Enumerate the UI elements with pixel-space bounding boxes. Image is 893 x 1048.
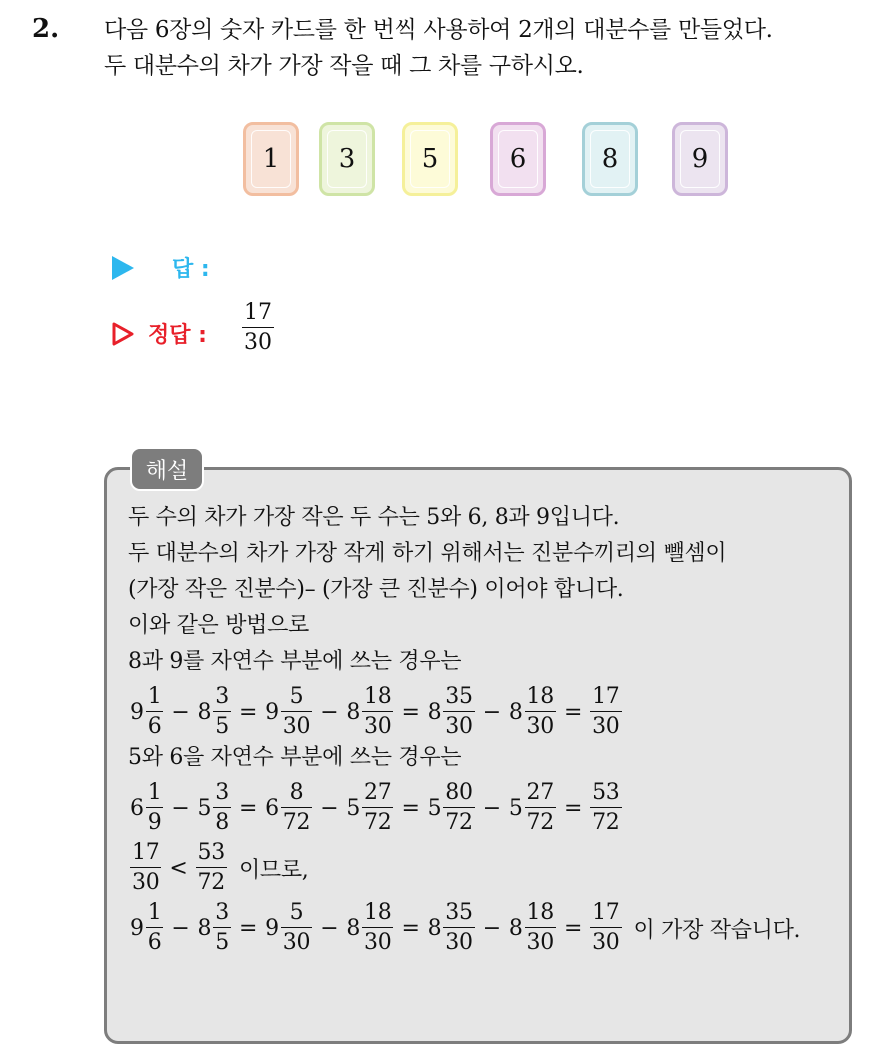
fraction-numerator: 17 [244,300,272,325]
whole-number: 8 [197,915,212,941]
fraction-numerator: 53 [592,780,620,805]
fraction-denominator: 9 [146,807,164,834]
number-card [319,122,375,196]
number-card [243,122,299,196]
fraction-denominator: 30 [362,927,393,954]
whole-number: 5 [197,795,212,821]
solution-line-1: 두 수의 차가 가장 작은 두 수는 5와 6, 8과 9입니다. [128,505,620,530]
equals-sign: = [401,699,420,725]
fraction-denominator: 8 [213,807,231,834]
equals-sign: = [238,699,258,725]
minus-sign: − [171,699,190,725]
equals-sign: = [238,915,258,941]
fraction-numerator: 35 [445,684,473,709]
minus-sign: − [320,795,339,821]
equation-2 [128,780,800,836]
outline-triangle-icon [112,322,134,346]
whole-number: 8 [427,699,442,725]
fraction-numerator: 18 [364,684,392,709]
whole-number: 8 [508,699,523,725]
equals-sign: = [563,699,583,725]
minus-sign: − [171,795,190,821]
card-value: 8 [601,144,619,174]
fraction-numerator: 3 [215,780,229,805]
filled-triangle-icon [112,256,134,280]
fraction-numerator: 5 [289,900,304,925]
minus-sign: − [482,795,501,821]
fraction-numerator: 3 [215,900,229,925]
question-line-2: 두 대분수의 차가 가장 작을 때 그 차를 구하시오. [104,53,584,79]
equals-sign: = [401,915,420,941]
whole-number: 9 [265,915,279,941]
card-value: 9 [691,144,709,174]
solution-line-6: 5와 6을 자연수 부분에 쓰는 경우는 [128,745,462,770]
card-value: 6 [509,144,527,174]
fraction-numerator: 8 [289,780,304,805]
whole-number: 9 [130,915,144,941]
solution-line-2: 두 대분수의 차가 가장 작게 하기 위해서는 진분수끼리의 뺄셈이 [128,541,727,566]
whole-number: 5 [508,795,523,821]
fraction-denominator: 30 [590,711,621,738]
fraction-numerator: 27 [364,780,392,805]
question-text [104,12,773,84]
number-card [672,122,728,196]
number-card [402,122,458,196]
fraction-denominator: 30 [590,927,621,954]
solution-line-5: 8과 9를 자연수 부분에 쓰는 경우는 [128,649,462,674]
fraction-denominator: 30 [281,927,312,954]
fraction-numerator: 27 [526,780,554,805]
number-cards [0,122,893,202]
fraction-denominator: 30 [443,927,474,954]
less-than-sign: < [169,855,188,881]
fraction-denominator: 72 [525,807,556,834]
fraction-denominator: 30 [281,711,312,738]
fraction-denominator: 30 [525,711,556,738]
card-value: 1 [262,144,280,174]
whole-number: 6 [265,795,279,821]
fraction-numerator: 80 [445,780,473,805]
solution-line-4: 이와 같은 방법으로 [128,613,310,638]
fraction-denominator: 72 [362,807,393,834]
fraction-denominator: 30 [443,711,474,738]
solution-tag: 해설 [130,447,204,491]
fraction-denominator: 5 [213,927,231,954]
solution-line-3: (가장 작은 진분수)– (가장 큰 진분수) 이어야 합니다. [128,577,624,602]
question-number: 2. [32,14,60,44]
number-card [582,122,638,196]
whole-number: 8 [346,699,361,725]
minus-sign: − [482,699,501,725]
equals-sign: = [401,795,420,821]
fraction-denominator: 5 [213,711,231,738]
whole-number: 8 [427,915,442,941]
comparison [128,840,800,896]
fraction-numerator: 3 [215,684,229,709]
answer-label: 답 : [172,257,210,282]
card-value: 5 [421,144,439,174]
whole-number: 8 [508,915,523,941]
fraction-denominator: 72 [443,807,474,834]
fraction-numerator: 17 [592,900,620,925]
fraction-numerator: 17 [592,684,620,709]
minus-sign: − [171,915,190,941]
whole-number: 9 [265,699,279,725]
fraction-numerator: 1 [147,900,162,925]
fraction-numerator: 53 [197,840,225,865]
correct-answer-row [112,318,207,349]
fraction-numerator: 18 [526,900,554,925]
number-card [490,122,546,196]
minus-sign: − [320,915,339,941]
fraction-denominator: 30 [242,327,274,354]
equation-1 [128,684,800,740]
fraction-numerator: 18 [526,684,554,709]
whole-number: 6 [130,795,144,821]
fraction-numerator: 5 [289,684,304,709]
minus-sign: − [320,699,339,725]
fraction-denominator: 30 [362,711,393,738]
fraction-numerator: 18 [364,900,392,925]
whole-number: 5 [346,795,361,821]
solution-content [128,500,800,956]
whole-number: 9 [130,699,144,725]
fraction-numerator: 35 [445,900,473,925]
whole-number: 5 [427,795,442,821]
correct-answer-fraction [240,302,276,354]
minus-sign: − [482,915,501,941]
question-line-1: 다음 6장의 숫자 카드를 한 번씩 사용하여 2개의 대분수를 만들었다. [104,17,773,43]
fraction-denominator: 30 [130,867,161,894]
card-value: 3 [338,144,356,174]
conclusion-suffix: 이 가장 작습니다. [633,917,801,943]
answer-row [112,252,210,283]
fraction-denominator: 30 [525,927,556,954]
whole-number: 8 [346,915,361,941]
fraction-denominator: 72 [281,807,312,834]
comparison-suffix: 이므로, [238,857,309,883]
equals-sign: = [563,795,583,821]
fraction-denominator: 72 [196,867,227,894]
fraction-numerator: 1 [147,684,162,709]
fraction-denominator: 6 [146,711,164,738]
whole-number: 8 [197,699,212,725]
fraction-numerator: 1 [147,780,162,805]
equation-3 [128,900,800,956]
fraction-denominator: 72 [590,807,621,834]
fraction-numerator: 17 [132,840,160,865]
correct-answer-label: 정답 : [148,323,207,348]
fraction-denominator: 6 [146,927,164,954]
equals-sign: = [563,915,583,941]
equals-sign: = [238,795,258,821]
